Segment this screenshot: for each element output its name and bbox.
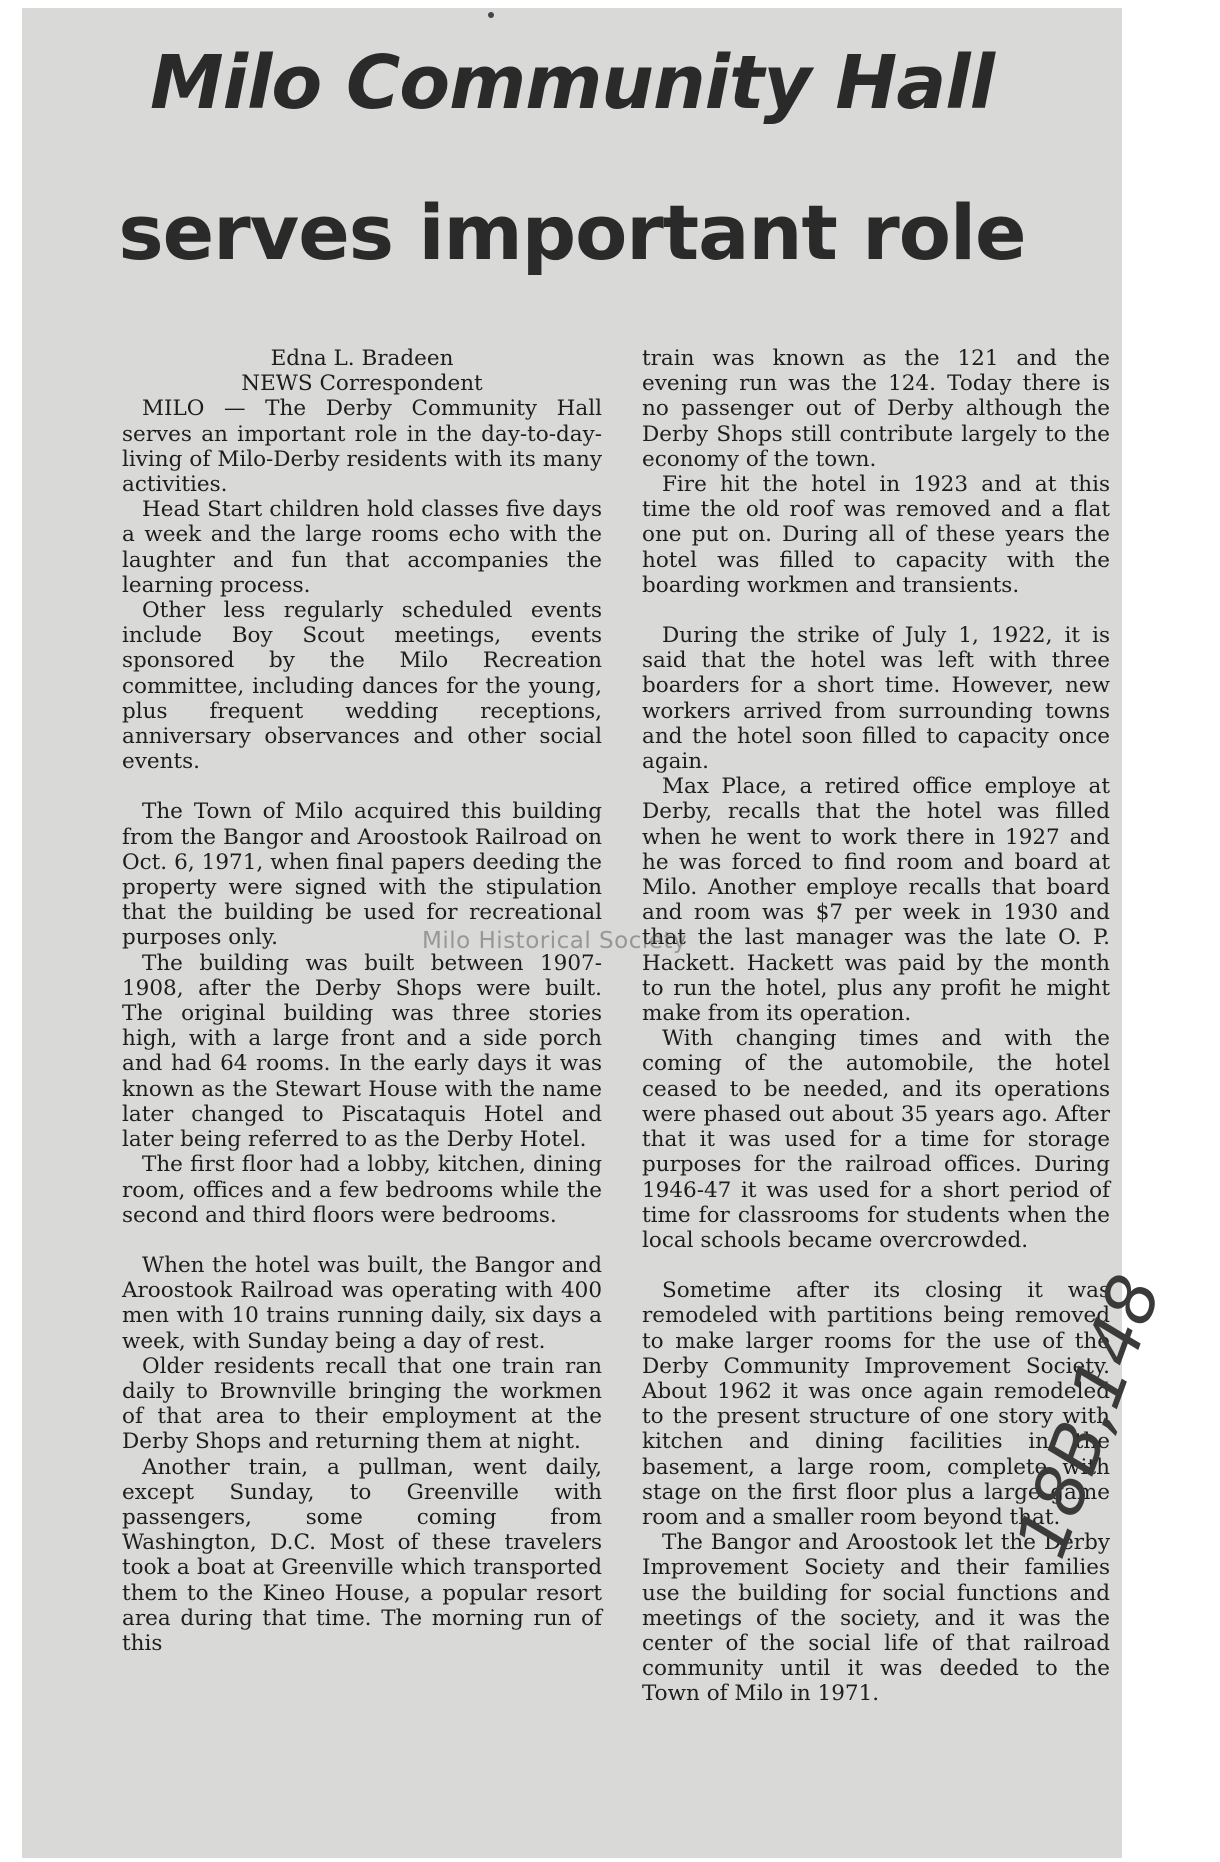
handwritten-note: 18B,148 [1000,1264,1178,1569]
paragraph: Older residents recall that one train ran daily to Brownville bringing the workmen of that area to their employment at the Derby Shops and returning them at night. [122,1353,602,1455]
paragraph: With changing times and with the coming of the automobile, the hotel ceased to be needed, and its operations were phased out about 35 years ago. After that it was used for a time for storage purposes for the railroad offices. During 1946-47 it was used for a short period of time for classrooms for students when the local schools became overcrowded. [642,1026,1110,1253]
paragraph: train was known as the 121 and the evening run was the 124. Today there is no passenger out of Derby although the Derby Shops still contribute largely to the economy of the town. [642,346,1110,472]
article-column-1 [122,346,602,1656]
headline-line-2: serves important role [118,188,1026,277]
paragraph: The building was built between 1907-1908, after the Derby Shops were built. The original building was three stories high, with a large front and a side porch and had 64 rooms. In the early days it was known as the Stewart House with the name later changed to Piscataquis Hotel and later being referred to as the Derby Hotel. [122,950,602,1153]
paragraph: Head Start children hold classes five days a week and the large rooms echo with the laughter and fun that accompanies the learning process. [122,497,602,598]
paragraph: The Town of Milo acquired this building from the Bangor and Aroostook Railroad on Oct. 6, 1971, when final papers deeding the property were signed with the stipulation that the building be used for recreational purposes only. [122,799,602,951]
paragraph: MILO — The Derby Community Hall serves an important role in the day-to-day-living of Milo-Derby residents with its many activities. [122,396,602,498]
paragraph: Another train, a pullman, went daily, except Sunday, to Greenville with passengers, some coming from Washington, D.C. Most of these travelers took a boat at Greenville which transported them to the Kineo House, a popular resort area during that time. The morning run of this [122,1454,602,1656]
paragraph: The first floor had a lobby, kitchen, dining room, offices and a few bedrooms while the second and third floors were bedrooms. [122,1152,602,1228]
byline-role: NEWS Correspondent [241,371,483,397]
paragraph: Max Place, a retired office employe at Derby, recalls that the hotel was filled when he went to work there in 1927 and he was forced to find room and board at Milo. Another employe recalls that board and room was $7 per week in 1930 and that the last manager was the late O. P. Hackett. Hackett was paid by the month to run the hotel, plus any profit he might make from its operation. [642,774,1110,1027]
paragraph: Fire hit the hotel in 1923 and at this time the old roof was removed and a flat one put on. During all of these years the hotel was filled to capacity with the boarding workmen and transients. [642,472,1110,598]
paragraph: Other less regularly scheduled events include Boy Scout meetings, events sponsored by the Milo Recreation committee, including dances for the young, plus frequent wedding receptions, anniversary observances and other social events. [122,598,602,775]
paragraph: During the strike of July 1, 1922, it is said that the hotel was left with three boarders for a short time. However, new workers arrived from surrounding towns and the hotel soon filled to capacity once again. [642,623,1110,775]
speck [488,12,494,18]
headline-line-1: Milo Community Hall [149,40,995,126]
watermark: Milo Historical Society [422,928,688,954]
paragraph: When the hotel was built, the Bangor and Aroostook Railroad was operating with 400 men with 10 trains running daily, six days a week, with Sunday being a day of rest. [122,1252,602,1354]
paragraph: Sometime after its closing it was remodeled with partitions being removed to make larger rooms for the use of the Derby Community Improvement Society. About 1962 it was once again remodeled to the present structure of one story with kitchen and dining facilities in the basement, a large room, complete with stage on the first floor plus a large game room and a smaller room beyond that. [642,1278,1110,1530]
byline-author: Edna L. Bradeen [270,346,454,371]
newspaper-clipping [22,8,1122,1858]
paragraph: The Bangor and Aroostook let the Derby Improvement Society and their families use the building for social functions and meetings of the society, and it was the center of the social life of that railroad community until it was deeded to the Town of Milo in 1971. [642,1530,1110,1707]
